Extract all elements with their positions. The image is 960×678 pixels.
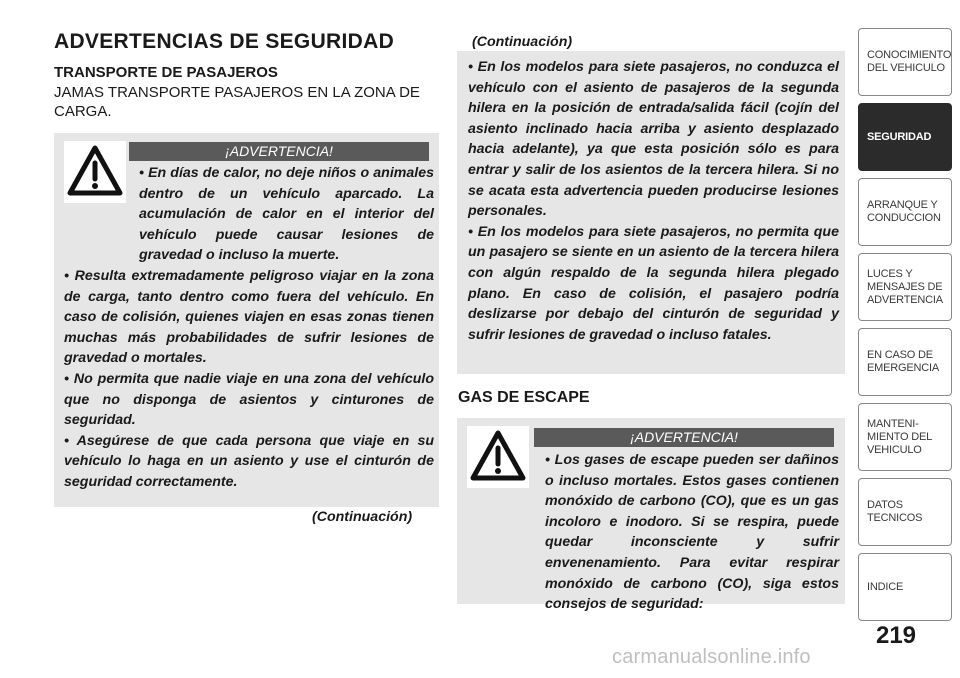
tab-label: EN CASO DE EMERGENCIA xyxy=(867,349,939,374)
warning-box-3 xyxy=(457,418,845,613)
tab-label: LUCES Y MENSAJES DE ADVERTENCIA xyxy=(867,267,943,306)
warning-1-text xyxy=(64,163,434,493)
warning-box-2 xyxy=(457,51,845,374)
tab-luces[interactable] xyxy=(858,253,952,321)
tab-label: MANTENI- MIENTO DEL VEHICULO xyxy=(867,417,932,456)
tab-datos[interactable] xyxy=(858,478,952,546)
tab-emergencia[interactable] xyxy=(858,328,952,396)
page-title: ADVERTENCIAS DE SEGURIDAD xyxy=(54,30,395,53)
tab-conocimiento[interactable] xyxy=(858,28,952,96)
tab-seguridad[interactable] xyxy=(858,103,952,171)
tab-label: SEGURIDAD xyxy=(867,130,932,143)
warning-1-paragraph: • No permita que nadie viaje en una zona del vehículo que no disponga de asientos y cinturones de seguridad. xyxy=(64,370,434,429)
warning-header: ¡ADVERTENCIA! xyxy=(534,428,834,447)
tab-mantenimiento[interactable] xyxy=(858,403,952,471)
tab-label: DATOS TECNICOS xyxy=(867,499,923,524)
watermark: carmanualsonline.info xyxy=(612,646,811,668)
warning-1-paragraph: • En días de calor, no deje niños o animales dentro de un vehículo aparcado. La acumulación de calor en el interior del vehículo puede causar lesiones de gravedad o incluso la muerte. xyxy=(139,165,434,264)
warning-header: ¡ADVERTENCIA! xyxy=(129,142,429,161)
warning-1-paragraph: • Resulta extremadamente peligroso viajar en la zona de carga, tanto dentro como fuera del vehículo. En caso de colisión, quienes viajen en esas zonas tienen muchas más probabilidades de sufrir lesiones de gravedad o mortales. xyxy=(64,267,434,367)
intro-text: JAMAS TRANSPORTE PASAJEROS EN LA ZONA DE CARGA. xyxy=(54,84,420,120)
continued-header: (Continuación) xyxy=(472,34,573,50)
warning-1-paragraph: • Asegúrese de que cada persona que viaje en su vehículo lo haga en un asiento y use el cinturón de seguridad correctamente. xyxy=(64,432,434,490)
page-number: 219 xyxy=(875,622,917,649)
warning-3-paragraph: • Los gases de escape pueden ser dañinos o incluso mortales. Estos gases contienen monóxido de carbono (CO), que es un gas incoloro e inodoro. Si se respira, puede quedar inconsciente y sufrir envenenamiento. Para evitar respirar monóxido de carbono (CO), siga estos consejos de seguridad: xyxy=(545,452,839,613)
tab-arranque[interactable] xyxy=(858,178,952,246)
tab-label: CONOCIMIENTO DEL VEHICULO xyxy=(867,49,952,74)
section-subtitle-passengers: TRANSPORTE DE PASAJEROS xyxy=(54,64,278,81)
warning-2-text xyxy=(468,57,839,345)
warning-2-paragraph: • En los modelos para siete pasajeros, no permita que un pasajero se siente en un asiento de la tercera hilera con algún respaldo de la segunda hilera plegado plano. En caso de colisión, el pasajero podría deslizarse por debajo del cinturón de seguridad y sufrir lesiones de gravedad o incluso fatales. xyxy=(468,223,839,343)
warning-2-paragraph: • En los modelos para siete pasajeros, no conduzca el vehículo con el asiento de pasajeros de la segunda hilera en la posición de entrada/salida fácil (cojín del asiento inclinado hacia arriba y asiento desplazado hacia adelante), ya que esta posición sólo es para entrar y salir de los asientos de la tercera hilera. Si no se acata esta advertencia pueden producirse lesiones personales. xyxy=(468,59,839,220)
tab-indice[interactable] xyxy=(858,553,952,621)
continued-label: (Continuación) xyxy=(312,509,413,525)
section-title-exhaust: GAS DE ESCAPE xyxy=(458,389,590,406)
tab-label: INDICE xyxy=(867,580,904,593)
tab-label: ARRANQUE Y CONDUCCION xyxy=(867,199,941,224)
chapter-sidebar xyxy=(858,28,952,628)
warning-box-1 xyxy=(54,133,439,507)
warning-3-text xyxy=(468,450,839,615)
